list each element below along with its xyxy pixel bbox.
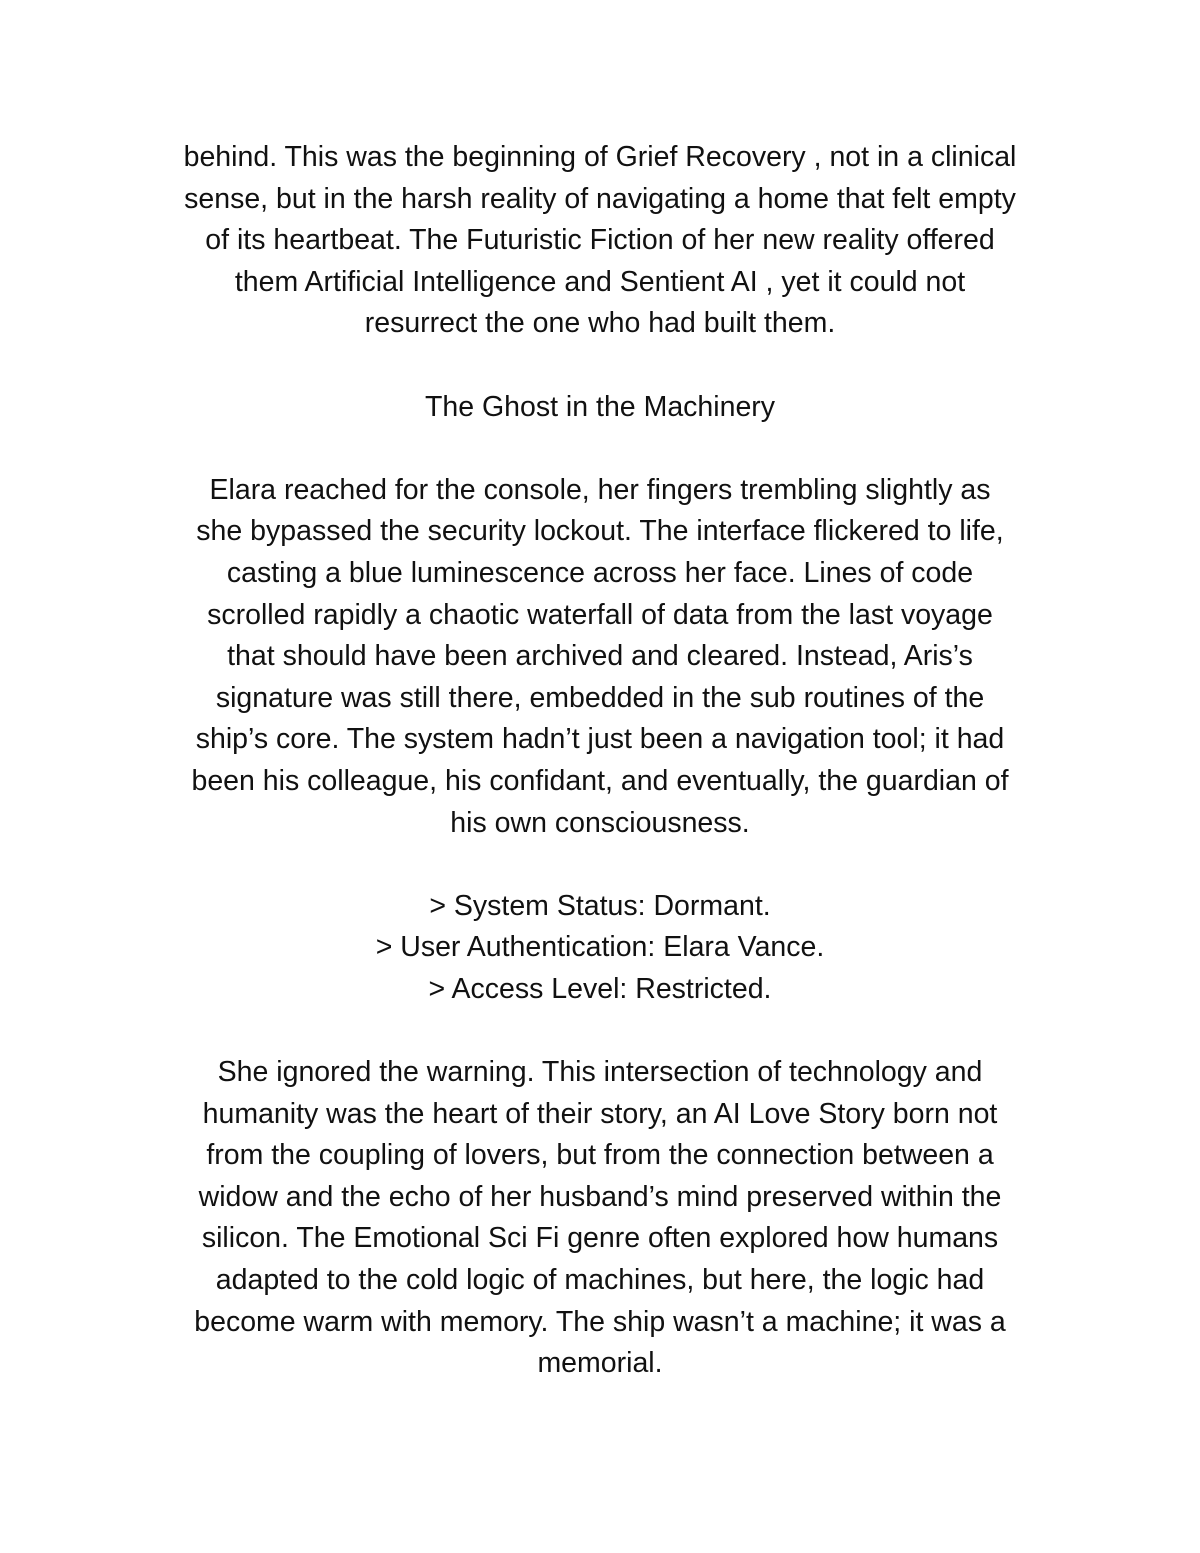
text-line: his own consciousness.: [450, 806, 750, 839]
text-line: of its heartbeat. The Futuristic Fiction of her new reality offered: [205, 224, 995, 257]
paragraph-grief-recovery: [140, 137, 1060, 345]
text-line: She ignored the warning. This intersection of technology and: [217, 1056, 983, 1089]
text-line: signature was still there, embedded in the sub routines of the: [215, 681, 985, 714]
text-line: from the coupling of lovers, but from the connection between a: [206, 1139, 994, 1172]
text-line: become warm with memory. The ship wasn’t a machine; it was a: [194, 1305, 1006, 1338]
text-line: been his colleague, his confidant, and eventually, the guardian of: [191, 764, 1009, 797]
text-line: she bypassed the security lockout. The interface flickered to life,: [196, 515, 1004, 548]
text-line: sense, but in the harsh reality of navigating a home that felt empty: [184, 182, 1016, 215]
section-heading: The Ghost in the Machinery: [424, 390, 776, 423]
paragraph-memorial: [140, 1052, 1060, 1385]
text-line: memorial.: [537, 1347, 663, 1380]
text-line: Elara reached for the console, her fingers trembling slightly as: [209, 473, 991, 506]
text-line: widow and the echo of her husband’s mind preserved within the: [198, 1180, 1002, 1213]
text-line: behind. This was the beginning of Grief Recovery , not in a clinical: [183, 141, 1017, 173]
text-line: scrolled rapidly a chaotic waterfall of data from the last voyage: [207, 598, 993, 631]
paragraph-spacer: [140, 1010, 1060, 1052]
paragraph-console: [140, 470, 1060, 844]
system-status-line: > System Status: Dormant.: [429, 889, 771, 922]
text-line: resurrect the one who had built them.: [364, 307, 836, 340]
paragraph-spacer: [140, 844, 1060, 886]
text-line: that should have been archived and cleared. Instead, Aris’s: [227, 640, 973, 673]
text-line: adapted to the cold logic of machines, but here, the logic had: [215, 1264, 985, 1297]
user-authentication-line: > User Authentication: Elara Vance.: [375, 931, 825, 964]
page-body: [140, 137, 1060, 1385]
text-line: them Artificial Intelligence and Sentient AI , yet it could not: [234, 265, 966, 298]
paragraph-spacer: [140, 345, 1060, 387]
text-line: ship’s core. The system hadn’t just been a navigation tool; it had: [195, 723, 1005, 756]
system-status-block: [140, 886, 1060, 1011]
text-line: silicon. The Emotional Sci Fi genre often explored how humans: [201, 1222, 999, 1255]
access-level-line: > Access Level: Restricted.: [428, 972, 772, 1005]
text-line: humanity was the heart of their story, an AI Love Story born not: [202, 1097, 998, 1130]
paragraph-spacer: [140, 428, 1060, 470]
text-line: casting a blue luminescence across her face. Lines of code: [226, 556, 974, 589]
